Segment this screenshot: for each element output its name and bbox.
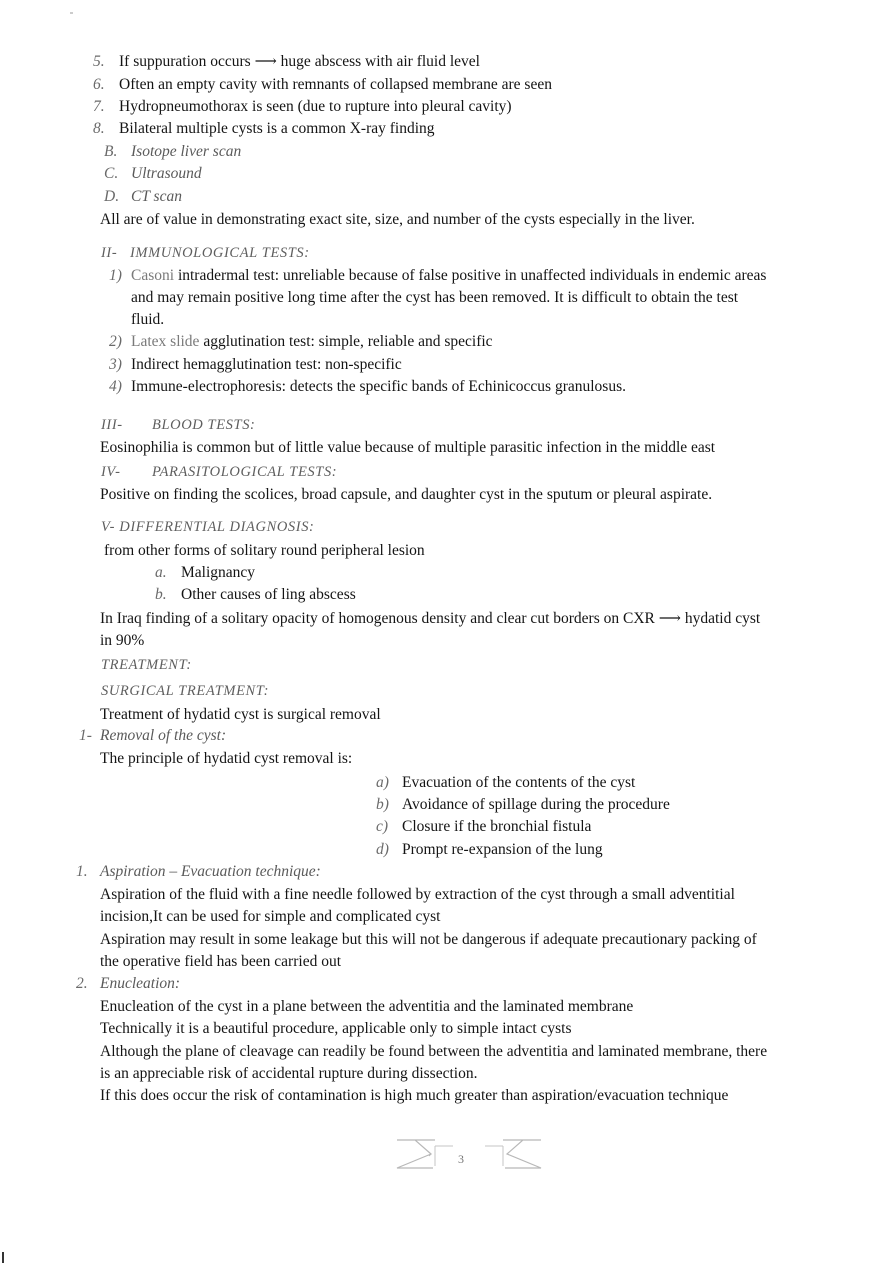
aspiration-line: the operative field has been carried out: [100, 953, 341, 970]
parasitological-text: Positive on finding the scolices, broad capsule, and daughter cyst in the sputum or pleural aspirate.: [100, 486, 713, 503]
section-heading-surgical-treatment: SURGICAL TREATMENT:: [101, 683, 270, 699]
aspiration-line: Aspiration of the fluid with a fine needle followed by extraction of the cyst through a small adventitial: [100, 886, 735, 903]
list-item: 4) Immune-electrophoresis: detects the specific bands of Echinicoccus granulosus.: [109, 378, 626, 395]
enucleation-title: 2. Enucleation:: [76, 975, 181, 992]
page-number: 3: [458, 1152, 464, 1166]
section-heading-immunological: II- IMMUNOLOGICAL TESTS:: [101, 245, 310, 261]
list-item-continuation: fluid.: [131, 311, 165, 328]
imaging-note: All are of value in demonstrating exact site, size, and number of the cysts especially in the liver.: [100, 211, 695, 228]
list-item: c) Closure if the bronchial fistula: [376, 818, 592, 835]
aspiration-line: Aspiration may result in some leakage but this will not be dangerous if adequate precautionary packing of: [100, 931, 757, 948]
list-item: d) Prompt re-expansion of the lung: [376, 841, 603, 858]
list-item: 1) Casoni intradermal test: unreliable because of false positive in unaffected individuals in endemic areas: [109, 267, 767, 284]
imaging-item: C. Ultrasound: [104, 165, 202, 182]
aspiration-title: 1. Aspiration – Evacuation technique:: [76, 863, 321, 880]
differential-note: in 90%: [100, 632, 145, 649]
blood-tests-text: Eosinophilia is common but of little value because of multiple parasitic infection in the middle east: [100, 439, 716, 456]
list-item: 2) Latex slide agglutination test: simple, reliable and specific: [109, 333, 493, 350]
list-item: 8. Bilateral multiple cysts is a common X-ray finding: [93, 120, 435, 137]
section-heading-parasitological: IV- PARASITOLOGICAL TESTS:: [101, 464, 338, 480]
list-item-continuation: and may remain positive long time after the cyst has been removed. It is difficult to obtain the test: [131, 289, 739, 306]
list-item: 5. If suppuration occurs ⟶ huge abscess with air fluid level: [93, 53, 480, 70]
list-item: 3) Indirect hemagglutination test: non-specific: [109, 356, 402, 373]
scan-mark: [2, 1252, 4, 1263]
removal-principle: The principle of hydatid cyst removal is:: [100, 750, 353, 767]
enucleation-line: Although the plane of cleavage can readily be found between the adventitia and laminated membrane, there: [100, 1043, 768, 1060]
imaging-item: B. Isotope liver scan: [104, 143, 242, 160]
page-number-ornament: [395, 1136, 543, 1176]
differential-note: In Iraq finding of a solitary opacity of homogenous density and clear cut borders on CXR ⟶ hydatid cyst: [100, 610, 761, 627]
list-item: a) Evacuation of the contents of the cyst: [376, 774, 636, 791]
list-item: 6. Often an empty cavity with remnants of collapsed membrane are seen: [93, 76, 552, 93]
enucleation-line: Technically it is a beautiful procedure, applicable only to simple intact cysts: [100, 1020, 572, 1037]
section-heading-blood-tests: III- BLOOD TESTS:: [101, 417, 256, 433]
enucleation-line: Enucleation of the cyst in a plane between the adventitia and the laminated membrane: [100, 998, 634, 1015]
list-item: a. Malignancy: [155, 564, 256, 581]
aspiration-line: incision,It can be used for simple and complicated cyst: [100, 908, 441, 925]
removal-title: 1- Removal of the cyst:: [79, 727, 227, 744]
enucleation-line: If this does occur the risk of contamination is high much greater than aspiration/evacuation technique: [100, 1087, 729, 1104]
section-heading-differential-diagnosis: V- DIFFERENTIAL DIAGNOSIS:: [101, 519, 315, 535]
differential-intro: from other forms of solitary round peripheral lesion: [104, 542, 425, 559]
list-item: b. Other causes of ling abscess: [155, 586, 356, 603]
section-heading-treatment: TREATMENT:: [101, 657, 192, 673]
enucleation-line: is an appreciable risk of accidental rupture during dissection.: [100, 1065, 478, 1082]
treatment-intro: Treatment of hydatid cyst is surgical removal: [100, 706, 381, 723]
scan-speck: [70, 12, 73, 14]
list-item: b) Avoidance of spillage during the procedure: [376, 796, 670, 813]
imaging-item: D. CT scan: [104, 188, 182, 205]
list-item: 7. Hydropneumothorax is seen (due to rupture into pleural cavity): [93, 98, 512, 115]
